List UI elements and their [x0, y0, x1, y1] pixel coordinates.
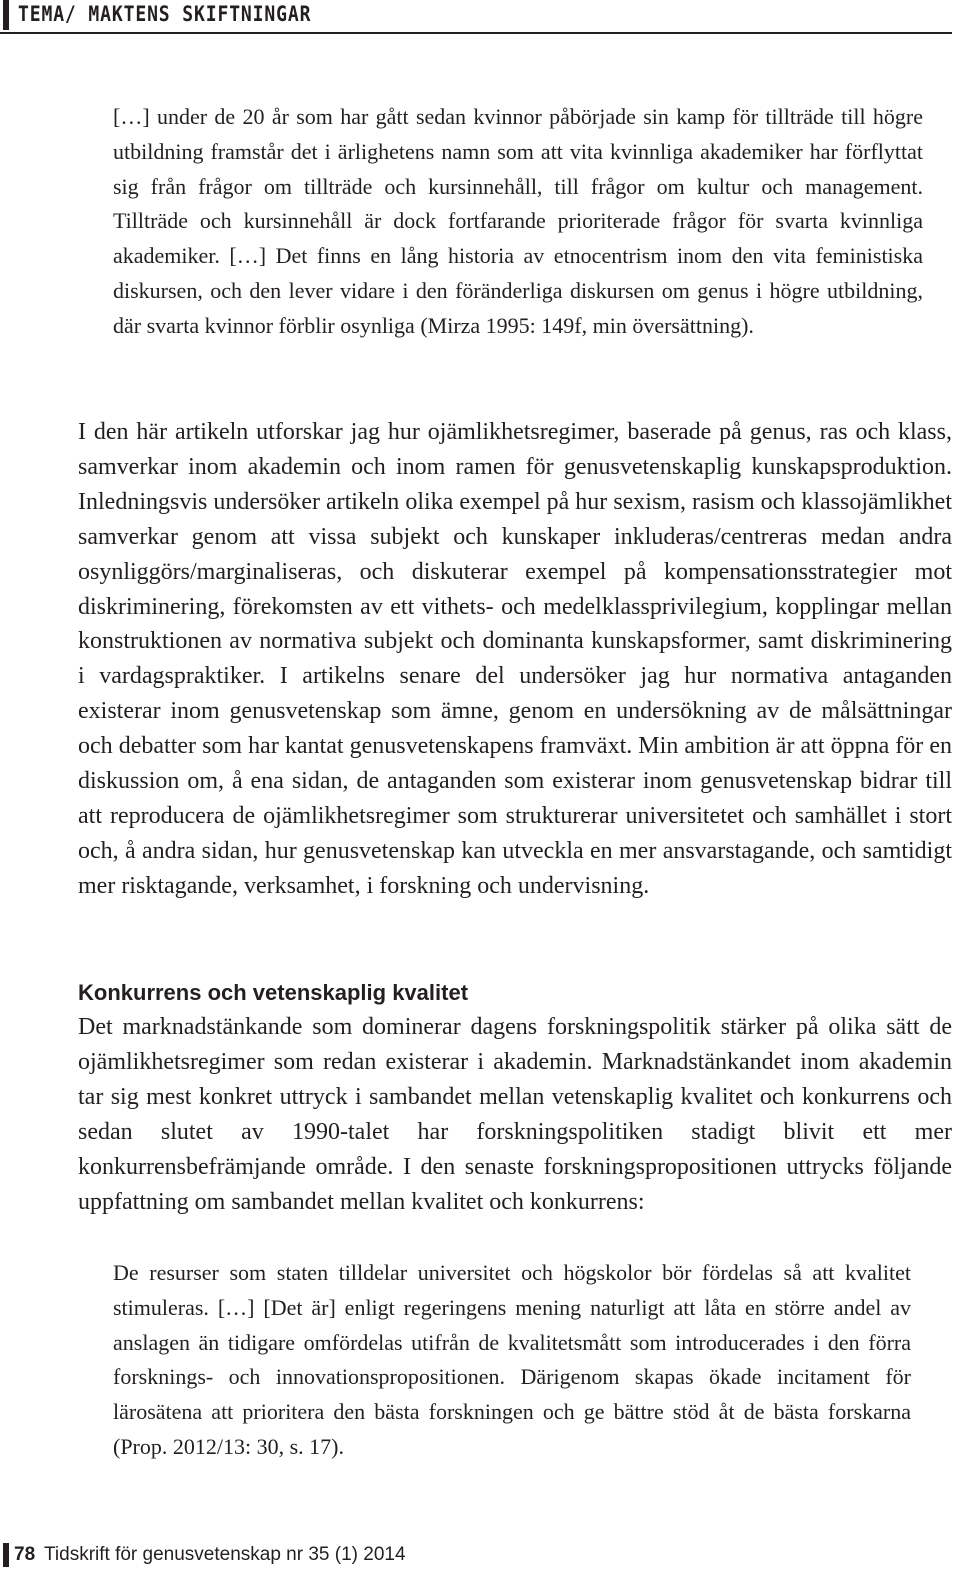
section-heading: Konkurrens och vetenskaplig kvalitet: [78, 980, 469, 1005]
running-header: [0, 0, 952, 34]
page-footer: [0, 1541, 960, 1569]
page-number: 78: [14, 1544, 36, 1565]
journal-citation: Tidskrift för genusvetenskap nr 35 (1) 2014: [44, 1544, 406, 1565]
header-marker-bar: [3, 0, 9, 30]
body-paragraph-competition: Det marknadstänkande som dominerar dagens forskningspolitik stärker på olika sätt de ojämlikhetsregimer som redan existerar i akademin. Marknadstänkandet inom akademin tar sig mest konkret uttryck i sambandet mellan vetenskaplig kvalitet och konkurrens och sedan slutet av 1990-talet har forskningspolitiken stadigt blivit ett mer konkurrensbefrämjande område. I den senaste forskningspropositionen uttrycks följande uppfattning om sambandet mellan kvalitet och konkurrens:: [78, 1014, 952, 1215]
body-paragraph-intro: I den här artikeln utforskar jag hur ojämlikhetsregimer, baserade på genus, ras och klass, samverkar inom akademin och inom ramen för genusvetenskaplig kunskapsproduktion. Inledningsvis undersöker artikeln olika exempel på hur sexism, rasism och klassojämlikhet samverkar genom att vissa subjekt och kunskaper inkluderas/centreras medan andra osynliggörs/marginaliseras, och diskuterar exempel på kompensationsstrategier mot diskriminering, förekomsten av ett vithets- och medelklassprivilegium, kopplingar mellan konstruktionen av normativa subjekt och dominanta kunskapsformer, samt diskriminering i vardagspraktiker. I artikelns senare del undersöker jag hur normativa antaganden existerar inom genusvetenskap som ämne, genom en undersökning av de målsättningar och debatter som har kantat genusvetenskapens framväxt. Min ambition är att öppna för en diskussion om, å ena sidan, de antaganden som existerar inom genusvetenskap bidrar till att reproducera de ojämlikhetsregimer som strukturerar universitetet och samhället i stort och, å andra sidan, hur genusvetenskap kan utveckla en mer ansvarstagande, och samtidigt mer risktagande, verksamhet, i forskning och undervisning.: [78, 419, 952, 899]
block-quote-mirza: […] under de 20 år som har gått sedan kvinnor påbörjade sin kamp för tillträde till högre utbildning framstår det i ärlighetens namn som att vita kvinnliga akademiker har förflyttat sig från frågor om tillträde och kursinnehåll, till frågor om kultur och management. Tillträde och kursinnehåll är dock fortfarande prioriterade frågor för svarta kvinnliga akademiker. […] Det finns en lång historia av etnocentrism inom den vita feministiska diskursen, och den lever vidare i den föränderliga diskursen om genus i högre utbildning, där svarta kvinnor förblir osynliga (Mirza 1995: 149f, min översättning).: [113, 104, 923, 338]
header-title: TEMA/ MAKTENS SKIFTNINGAR: [18, 2, 312, 26]
block-quote-proposition: De resurser som staten tilldelar universitet och högskolor bör fördelas så att kvalitet stimuleras. […] [Det är] enligt regeringens mening naturligt att låta en större andel av anslagen än tidigare omfördelas utifrån de kvalitetsmått som introducerades i den förra forsknings- och innovationspropositionen. Därigenom skapas ökade incitament för lärosätena att prioritera den bästa forskningen och ge bättre stöd åt de bästa forskarna (Prop. 2012/13: 30, s. 17).: [113, 1260, 911, 1459]
footer-marker-bar: [3, 1543, 9, 1567]
